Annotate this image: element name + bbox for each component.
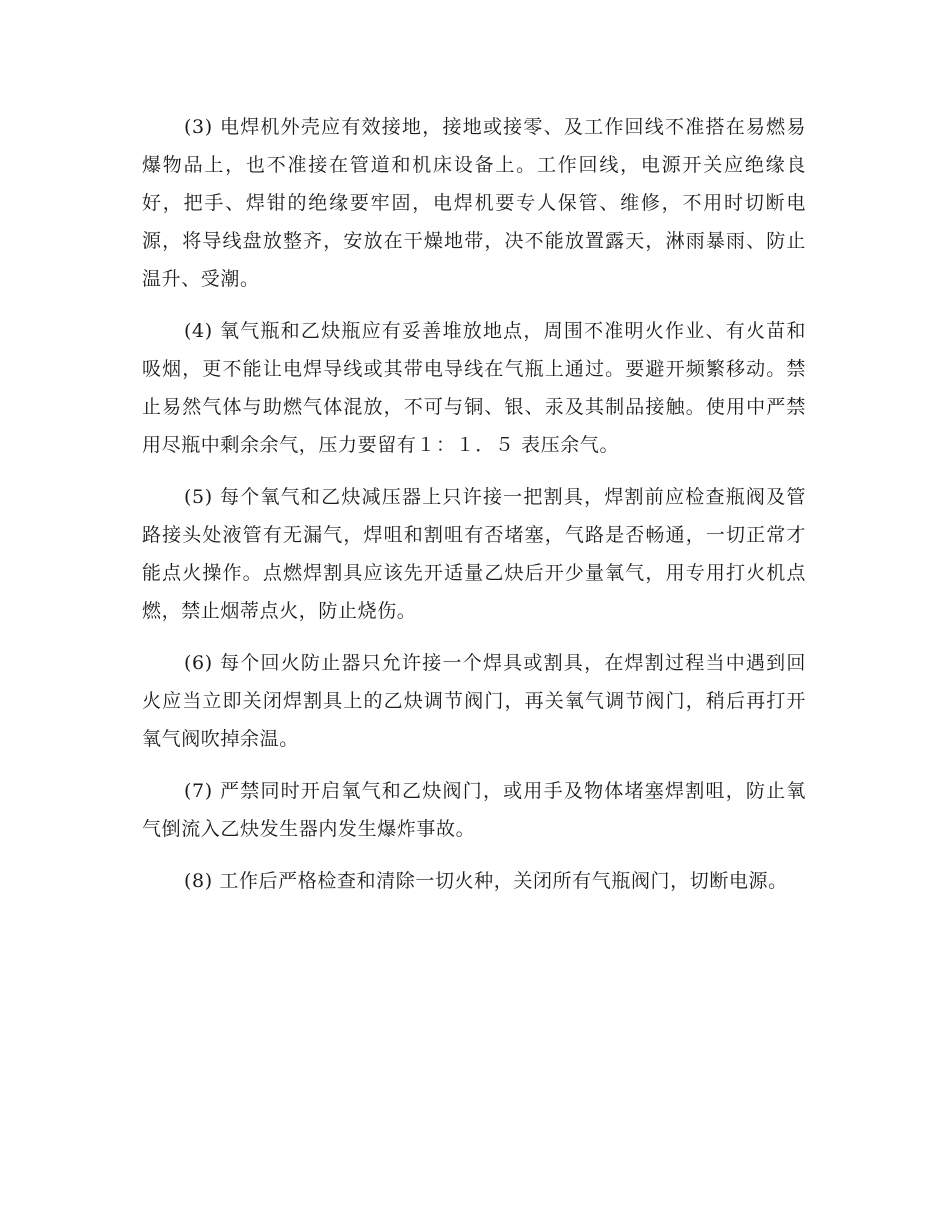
paragraph-7: (7) 严禁同时开启氧气和乙炔阀门，或用手及物体堵塞焊割咀，防止氧气倒流入乙炔发生器内发生爆炸事故。: [142, 780, 806, 840]
paragraph-5: (5) 每个氧气和乙炔减压器上只许接一把割具，焊割前应检查瓶阀及管路接头处液管有无漏气，焊咀和割咀有否堵塞，气路是否畅通，一切正常才能点火操作。点燃焊割具应该先开适量乙炔后开少量氧气，用专用打火机点燃，禁止烟蒂点火，防止烧伤。: [142, 486, 806, 622]
document-body: [142, 108, 806, 914]
paragraph-8: (8) 工作后严格检查和清除一切火种，关闭所有气瓶阀门，切断电源。: [184, 870, 788, 892]
paragraph-4: (4) 氧气瓶和乙炔瓶应有妥善堆放地点，周围不准明火作业、有火苗和吸烟，更不能让电焊导线或其带电导线在气瓶上通过。要避开频繁移动。禁止易然气体与助燃气体混放，不可与铜、银、汞及其制品接触。使用中严禁用尽瓶中剩余余气，压力要留有１：１．５ 表压余气。: [142, 320, 806, 456]
paragraph-3: (3) 电焊机外壳应有效接地，接地或接零、及工作回线不准搭在易燃易爆物品上，也不准接在管道和机床设备上。工作回线，电源开关应绝缘良好，把手、焊钳的绝缘要牢固，电焊机要专人保管、维修，不用时切断电源，将导线盘放整齐，安放在干燥地带，决不能放置露天，淋雨暴雨、防止温升、受潮。: [142, 116, 806, 290]
paragraph-6: (6) 每个回火防止器只允许接一个焊具或割具，在焊割过程当中遇到回火应当立即关闭焊割具上的乙炔调节阀门，再关氧气调节阀门，稍后再打开氧气阀吹掉余温。: [142, 652, 806, 750]
